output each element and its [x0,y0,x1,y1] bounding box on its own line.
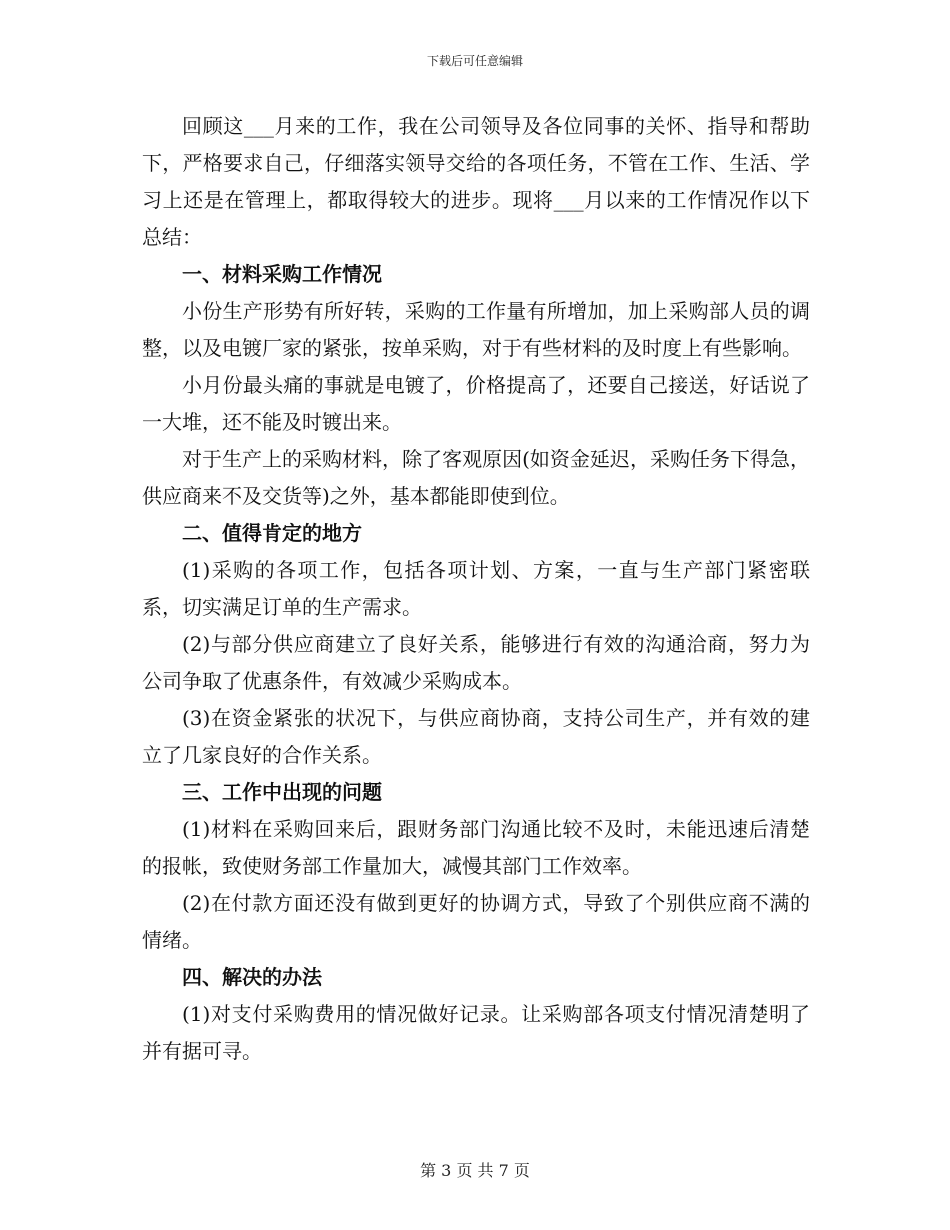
document-body [142,108,810,1070]
section3-paragraph-1: (1)材料在采购回来后，跟财务部门沟通比较不及时，未能迅速后清楚的报帐，致使财务部工作量加大，减慢其部门工作效率。 [142,817,810,878]
page-header: 下载后可任意编辑 [426,54,523,68]
section-heading-3: 三、工作中出现的问题 [182,780,382,804]
section2-paragraph-2: (2)与部分供应商建立了良好关系，能够进行有效的沟通洽商，努力为公司争取了优惠条件，有效减少采购成本。 [142,632,810,693]
section3-paragraph-2: (2)在付款方面还没有做到更好的协调方式，导致了个别供应商不满的情绪。 [142,891,810,952]
section1-paragraph-3: 对于生产上的采购材料，除了客观原因(如资金延迟，采购任务下得急，供应商来不及交货等)之外，基本都能即使到位。 [142,447,810,508]
section1-paragraph-1: 小份生产形势有所好转，采购的工作量有所增加，加上采购部人员的调整，以及电镀厂家的紧张，按单采购，对于有些材料的及时度上有些影响。 [142,299,810,360]
section2-paragraph-3: (3)在资金紧张的状况下，与供应商协商，支持公司生产，并有效的建立了几家良好的合作关系。 [142,706,810,767]
section-heading-1: 一、材料采购工作情况 [182,262,382,286]
section1-paragraph-2: 小月份最头痛的事就是电镀了，价格提高了，还要自己接送，好话说了一大堆，还不能及时镀出来。 [142,373,810,434]
section-heading-4: 四、解决的办法 [182,965,322,989]
section-heading-2: 二、值得肯定的地方 [182,521,362,545]
page-footer: 第 3 页 共 7 页 [420,1161,530,1180]
intro-paragraph: 回顾这___月来的工作，我在公司领导及各位同事的关怀、指导和帮助下，严格要求自己，仔细落实领导交给的各项任务，不管在工作、生活、学习上还是在管理上，都取得较大的进步。现将___月以来的工作情况作以下总结： [142,114,810,249]
section4-paragraph-1: (1)对支付采购费用的情况做好记录。让采购部各项支付情况清楚明了并有据可寻。 [142,1002,810,1063]
section2-paragraph-1: (1)采购的各项工作，包括各项计划、方案，一直与生产部门紧密联系，切实满足订单的生产需求。 [142,558,810,619]
